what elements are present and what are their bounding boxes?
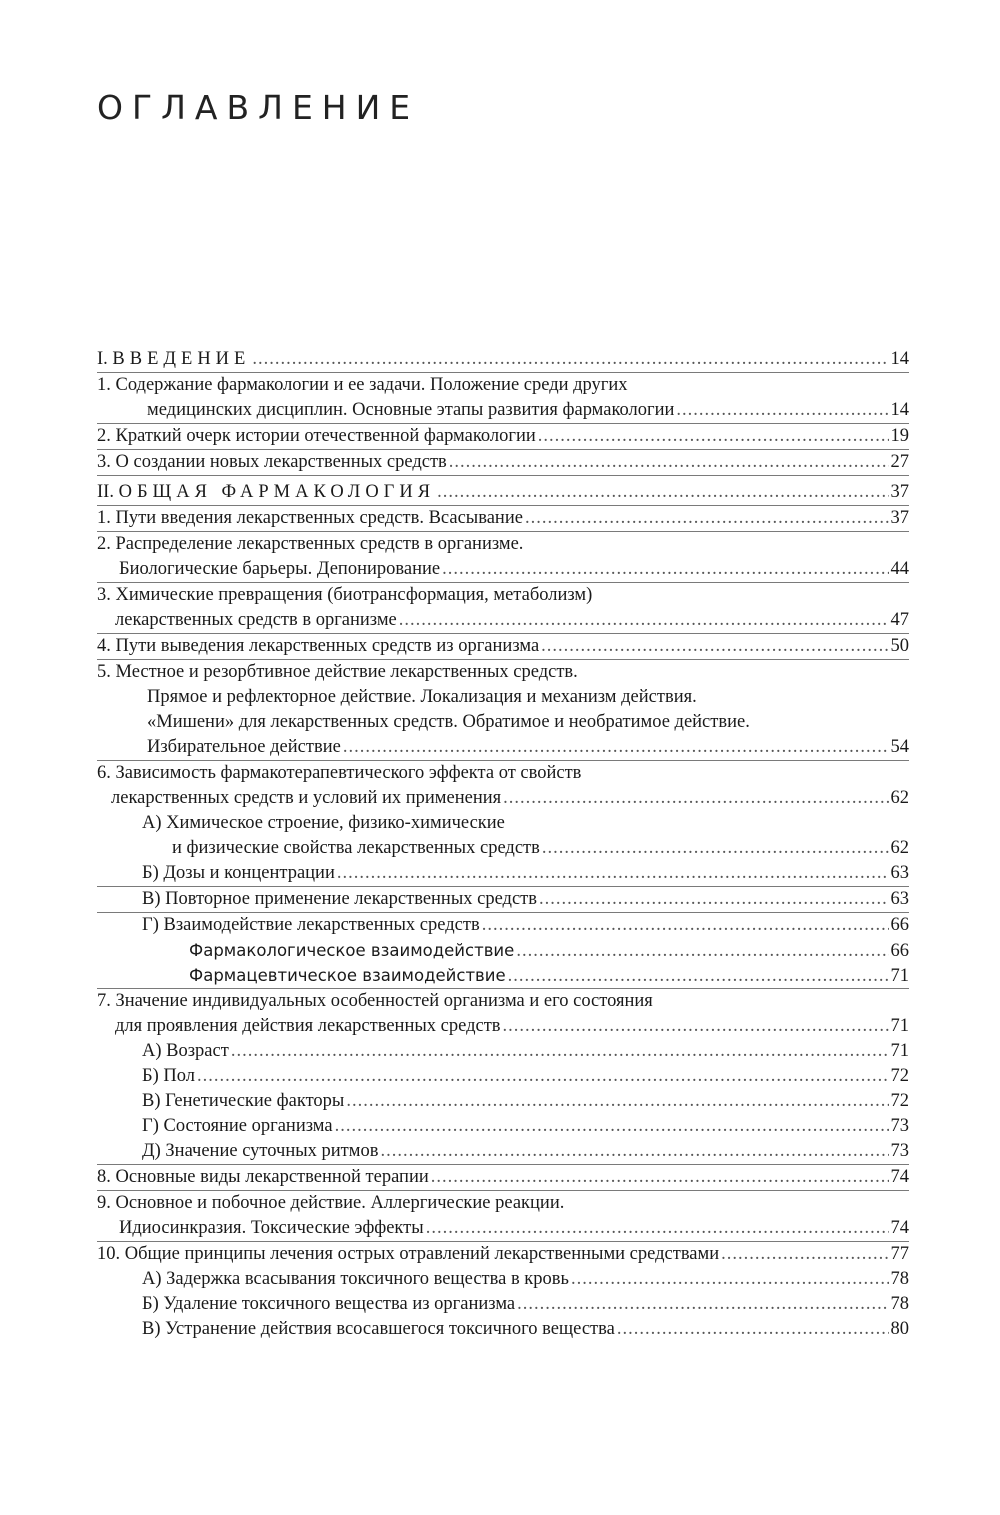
toc-line [97,506,909,531]
dot-leader [431,1165,889,1190]
entry-number: 3. [97,452,111,472]
toc-line [97,557,909,582]
page-number: 62 [890,838,909,858]
page-number: 19 [890,426,909,446]
entry-number: Б) [142,1066,159,1086]
dot-leader [449,450,889,475]
dot-leader [399,608,889,633]
entry-title: Избирательное действие [147,737,341,757]
entry-title: Прямое и рефлекторное действие. Локализация и механизм действия. [147,687,697,707]
page-number: 37 [890,508,909,528]
toc-line [97,1165,909,1190]
entry-number: I. [97,349,108,369]
entry-title: лекарственных средств в организме [115,610,397,630]
page-title: ОГЛАВЛЕНИЕ [97,88,420,127]
page-number: 71 [890,966,909,986]
toc-line [97,735,909,760]
toc-line [97,660,909,685]
page-number: 14 [890,400,909,420]
toc-entry[interactable] [97,583,909,634]
page-number: 74 [890,1167,909,1187]
dot-leader [442,557,888,582]
entry-number: 9. [97,1193,111,1213]
page-number: 66 [890,941,909,961]
entry-number: 7. [97,991,111,1011]
toc-entry[interactable] [97,424,909,450]
entry-title: лекарственных средств и условий их применения [111,788,502,808]
page-number: 71 [890,1041,909,1061]
dot-leader [539,887,888,912]
dot-leader [231,1039,889,1064]
toc-line [97,685,909,710]
toc-line [97,398,909,423]
dot-leader [426,1216,889,1241]
toc-line [97,861,909,886]
entry-number: 3. [97,585,111,605]
dot-leader [617,1317,889,1342]
entry-title: Биологические барьеры. Депонирование [119,559,441,579]
page-number: 78 [890,1294,909,1314]
toc-entry[interactable] [97,532,909,583]
toc-line [97,634,909,659]
entry-title: Химическое строение, физико-химические [166,813,505,833]
toc-line [97,963,909,988]
toc-line [97,583,909,608]
entry-title: Значение индивидуальных особенностей организма и его состояния [115,991,653,1011]
dot-leader [503,786,888,811]
toc-line [97,710,909,735]
entry-number: Г) [142,915,159,935]
entry-title: Повторное применение лекарственных средств [165,889,538,909]
dot-leader [337,861,889,886]
dot-leader [197,1064,888,1089]
toc-line [97,1216,909,1241]
toc-line [97,424,909,449]
entry-title: Генетические факторы [165,1091,345,1111]
toc-line [97,1292,909,1317]
entry-number: 5. [97,662,111,682]
entry-title: Местное и резорбтивное действие лекарственных средств. [115,662,578,682]
page-number: 78 [890,1269,909,1289]
dot-leader [380,1139,888,1164]
dot-leader [343,735,889,760]
page-number: 72 [890,1091,909,1111]
page-number: 47 [890,610,909,630]
toc-entry[interactable] [97,660,909,761]
entry-title: Содержание фармакологии и ее задачи. Положение среди других [115,375,628,395]
entry-number: В) [142,1091,161,1111]
dot-leader [676,398,888,423]
dot-leader [482,913,889,938]
entry-title: Краткий очерк истории отечественной фармакологии [115,426,536,446]
toc-section[interactable] [97,480,909,506]
toc-entry[interactable] [97,887,909,913]
toc-entry[interactable] [97,761,909,861]
page-number: 77 [890,1244,909,1264]
entry-number: 8. [97,1167,111,1187]
dot-leader [571,1267,889,1292]
toc-line [97,1267,909,1292]
entry-number: В) [142,889,161,909]
entry-title: Химические превращения (биотрансформация, метаболизм) [115,585,593,605]
page-number: 50 [890,636,909,656]
dot-leader [542,836,889,861]
entry-number: 1. [97,375,111,395]
dot-leader [721,1242,888,1267]
dot-leader [517,1292,888,1317]
entry-number: II. [97,482,114,502]
entry-title: Пути введения лекарственных средств. Всасывание [115,508,523,528]
toc-line [97,1317,909,1342]
toc-line [97,836,909,861]
entry-number: 10. [97,1244,121,1264]
toc-entry[interactable] [97,1191,909,1242]
entry-title: Основные виды лекарственной терапии [115,1167,429,1187]
entry-title: А) Задержка всасывания токсичного вещества в кровь [142,1269,569,1289]
entry-title: Значение суточных ритмов [165,1141,379,1161]
entry-title: для проявления действия лекарственных средств [115,1016,501,1036]
page-number: 63 [890,889,909,909]
entry-number: 2. [97,426,111,446]
page-number: 72 [890,1066,909,1086]
toc-line [97,1191,909,1216]
toc-line [97,1014,909,1039]
dot-leader [437,480,888,505]
entry-number: А) [142,1041,162,1061]
toc-line [97,1139,909,1164]
entry-number: 1. [97,508,111,528]
page-number: 73 [890,1116,909,1136]
page-number: 73 [890,1141,909,1161]
toc-line [97,532,909,557]
entry-title: ВВЕДЕНИЕ [112,349,251,369]
entry-number: 6. [97,763,111,783]
dot-leader [508,964,889,989]
toc-line [97,347,909,372]
entry-title: ОБЩАЯ ФАРМАКОЛОГИЯ [118,482,436,502]
toc-line [97,938,909,963]
toc-entry[interactable] [97,861,909,887]
page-number: 37 [890,482,909,502]
dot-leader [525,506,889,531]
page-number: 80 [890,1319,909,1339]
page-number: 74 [890,1218,909,1238]
page-number: 62 [890,788,909,808]
toc-entry[interactable] [97,373,909,424]
table-of-contents [97,343,909,1342]
entry-title: О создании новых лекарственных средств [115,452,447,472]
toc-line [97,1039,909,1064]
entry-title: Дозы и концентрации [163,863,335,883]
entry-title: Фармакологическое взаимодействие [189,941,515,960]
toc-line [97,786,909,811]
toc-line [97,373,909,398]
page-number: 14 [890,349,909,369]
toc-entry[interactable] [97,506,909,532]
toc-entry[interactable] [97,634,909,660]
entry-title: Состояние организма [163,1116,333,1136]
entry-number: А) [142,813,162,833]
entry-title: и физические свойства лекарственных средств [172,838,540,858]
toc-line [97,913,909,938]
toc-line [97,887,909,912]
toc-line [97,989,909,1014]
page-number: 27 [890,452,909,472]
entry-number: Б) [142,863,159,883]
toc-entry[interactable] [97,989,909,1165]
entry-number: Д) [142,1141,161,1161]
dot-leader [538,424,889,449]
dot-leader [252,347,888,372]
toc-line [97,1114,909,1139]
toc-entry[interactable] [97,1242,909,1342]
toc-line [97,608,909,633]
entry-title: Пол [163,1066,196,1086]
page-number: 44 [890,559,909,579]
entry-title: Идиосинкразия. Токсические эффекты [119,1218,424,1238]
entry-title: Зависимость фармакотерапевтического эффекта от свойств [115,763,582,783]
toc-line [97,811,909,836]
entry-title: Основное и побочное действие. Аллергические реакции. [115,1193,565,1213]
page-number: 66 [890,915,909,935]
dot-leader [503,1014,889,1039]
toc-entry[interactable] [97,450,909,476]
entry-number: Г) [142,1116,159,1136]
toc-line [97,1242,909,1267]
toc-section[interactable] [97,347,909,373]
entry-title: Общие принципы лечения острых отравлений лекарственными средствами [124,1244,720,1264]
toc-line [97,1064,909,1089]
entry-title: Б) Удаление токсичного вещества из организма [142,1294,516,1314]
dot-leader [346,1089,888,1114]
entry-title: Фармацевтическое взаимодействие [189,966,506,985]
dot-leader [541,634,888,659]
entry-number: 2. [97,534,111,554]
page-number: 63 [890,863,909,883]
entry-title: «Мишени» для лекарственных средств. Обратимое и необратимое действие. [147,712,750,732]
entry-title: Возраст [166,1041,229,1061]
entry-title: Распределение лекарственных средств в организме. [115,534,524,554]
entry-title: медицинских дисциплин. Основные этапы развития фармакологии [147,400,675,420]
entry-title: Пути выведения лекарственных средств из организма [115,636,540,656]
toc-line [97,480,909,505]
page-number: 54 [890,737,909,757]
toc-line [97,1089,909,1114]
entry-number: 4. [97,636,111,656]
toc-line [97,761,909,786]
toc-entry[interactable] [97,913,909,989]
toc-line [97,450,909,475]
entry-title: В) Устранение действия всосавшегося токсичного вещества [142,1319,615,1339]
page-number: 71 [890,1016,909,1036]
toc-entry[interactable] [97,1165,909,1191]
dot-leader [335,1114,889,1139]
entry-title: Взаимодействие лекарственных средств [163,915,480,935]
dot-leader [516,939,888,964]
